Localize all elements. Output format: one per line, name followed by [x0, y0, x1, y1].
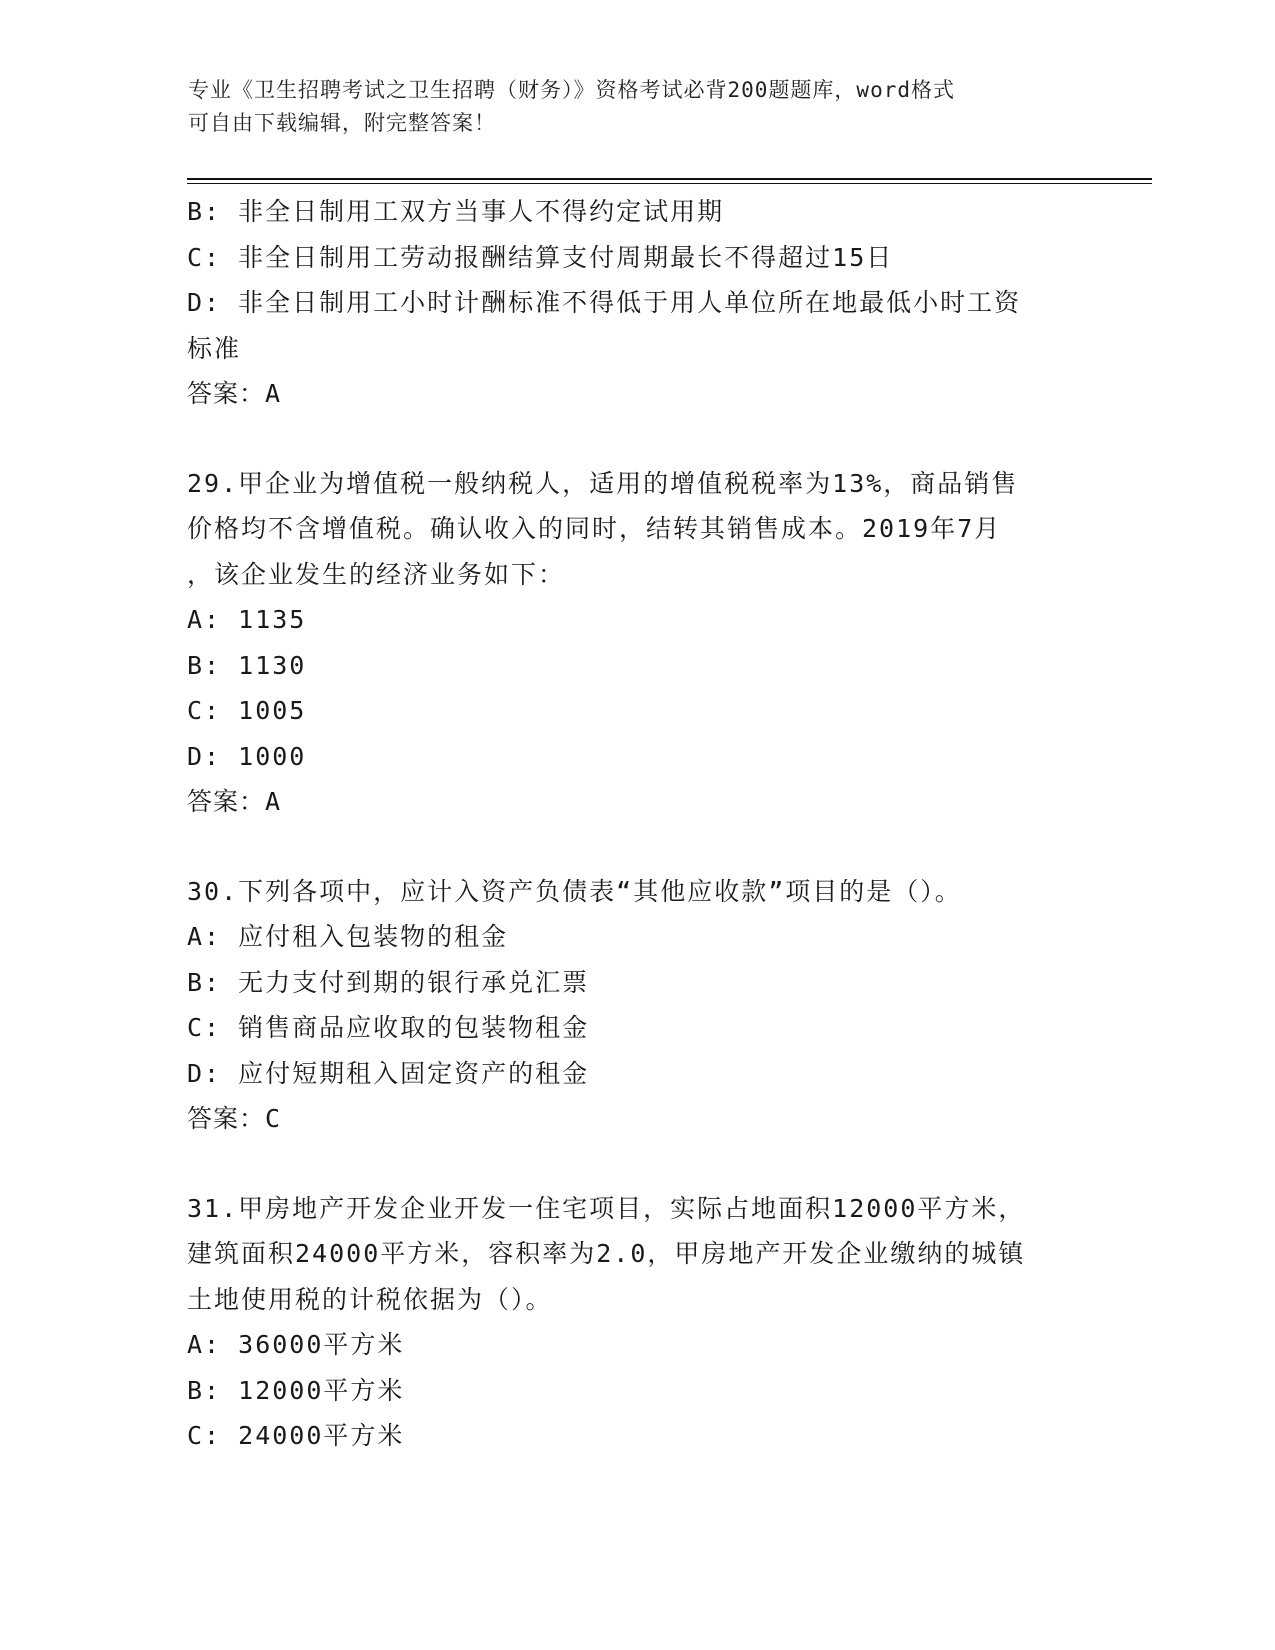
- option-c: C: 24000平方米: [187, 1421, 405, 1450]
- prev-question: [187, 189, 1087, 417]
- option-d: D: 1000: [187, 741, 307, 771]
- option-a: A: 应付租入包装物的租金: [187, 922, 509, 951]
- question-30: [187, 869, 1087, 1142]
- header-line-1: 专业《卫生招聘考试之卫生招聘（财务）》资格考试必背200题题库，word格式: [188, 78, 955, 102]
- option-c: C: 非全日制用工劳动报酬结算支付周期最长不得超过15日: [187, 242, 894, 272]
- header-line-2: 可自由下载编辑，附完整答案！: [188, 111, 496, 135]
- option-d-continued: 标准: [187, 333, 242, 363]
- option-b: B: 1130: [187, 650, 307, 680]
- option-c: C: 1005: [187, 696, 307, 725]
- question-stem-line: 29.甲企业为增值税一般纳税人，适用的增值税税率为13%，商品销售: [187, 468, 1019, 498]
- answer: 答案：A: [187, 379, 282, 408]
- answer: 答案：C: [187, 1104, 282, 1133]
- question-stem-line: 建筑面积24000平方米，容积率为2.0，甲房地产开发企业缴纳的城镇: [187, 1239, 1026, 1268]
- question-stem-line: 土地使用税的计税依据为（）。: [187, 1284, 553, 1314]
- question-stem-line: 31.甲房地产开发企业开发一住宅项目，实际占地面积12000平方米，: [187, 1193, 1026, 1223]
- header-rule-thin: [187, 183, 1152, 184]
- option-c: C: 销售商品应收取的包装物租金: [187, 1013, 590, 1042]
- answer: 答案：A: [187, 787, 282, 816]
- option-a: A: 1135: [187, 605, 307, 634]
- option-b: B: 非全日制用工双方当事人不得约定试用期: [187, 197, 725, 226]
- option-d: D: 应付短期租入固定资产的租金: [187, 1058, 590, 1088]
- option-b: B: 无力支付到期的银行承兑汇票: [187, 967, 590, 997]
- question-stem-line: 价格均不含增值税。确认收入的同时，结转其销售成本。2019年7月: [187, 514, 1002, 543]
- option-a: A: 36000平方米: [187, 1330, 405, 1359]
- document-header: [188, 74, 1088, 140]
- header-rule-thick: [187, 178, 1152, 180]
- question-31: [187, 1186, 1087, 1459]
- question-29: [187, 461, 1087, 825]
- document-body: [187, 189, 1087, 1459]
- option-b: B: 12000平方米: [187, 1375, 405, 1405]
- option-d: D: 非全日制用工小时计酬标准不得低于用人单位所在地最低小时工资: [187, 288, 1022, 317]
- question-stem-line: 30.下列各项中，应计入资产负债表“其他应收款”项目的是（）。: [187, 876, 962, 906]
- question-stem-line: ，该企业发生的经济业务如下：: [187, 559, 566, 589]
